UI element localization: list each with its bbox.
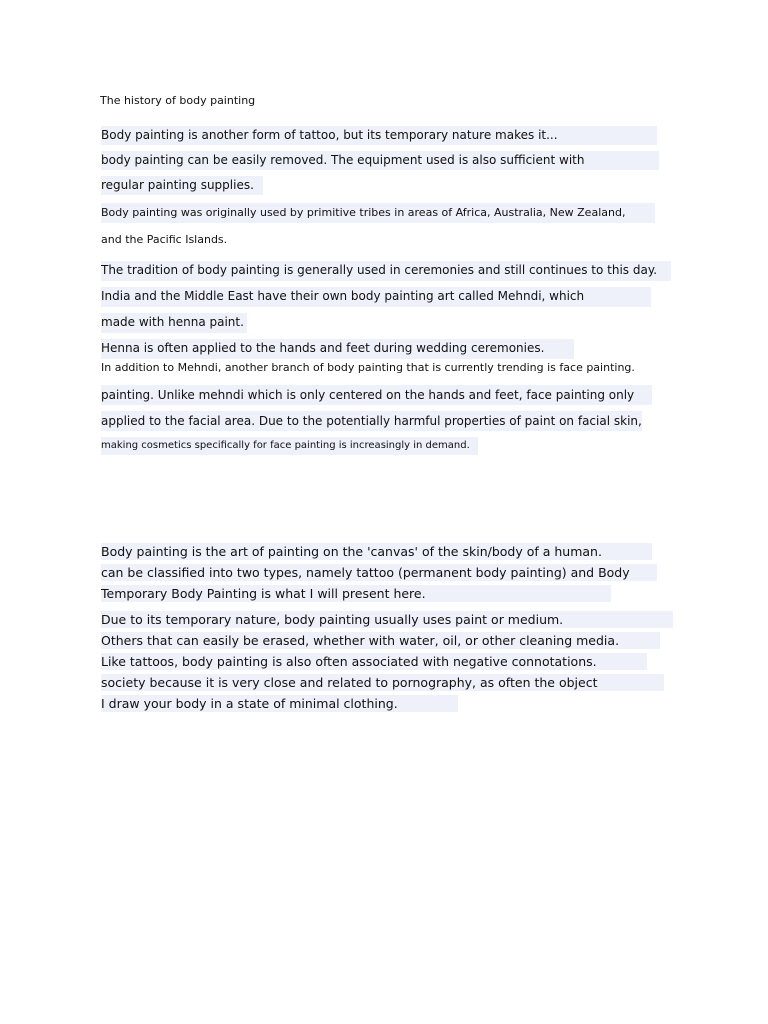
- text-line: The tradition of body painting is generally used in ceremonies and still continues to this day.: [100, 261, 671, 287]
- text-line: Body painting was originally used by primitive tribes in areas of Africa, Australia, New Zealand,: [100, 203, 655, 230]
- text-line: regular painting supplies.: [100, 176, 659, 201]
- paragraph-mehndi-tradition: [100, 261, 671, 365]
- paragraph-temporary-nature: [100, 126, 659, 201]
- paragraph-origins: [100, 203, 655, 257]
- text-line: painting. Unlike mehndi which is only centered on the hands and feet, face painting only: [100, 385, 652, 411]
- text-line: Temporary Body Painting is what I will present here.: [100, 585, 657, 606]
- text-line: making cosmetics specifically for face painting is increasingly in demand.: [100, 437, 652, 462]
- paragraph-definition: [100, 543, 657, 606]
- text-line: body painting can be easily removed. The equipment used is also sufficient with: [100, 151, 659, 176]
- text-line: made with henna paint.: [100, 313, 671, 339]
- text-line: I draw your body in a state of minimal clothing.: [100, 695, 673, 716]
- text-line: and the Pacific Islands.: [101, 233, 228, 246]
- text-line: Like tattoos, body painting is also often associated with negative connotations.: [100, 653, 673, 674]
- paragraph-connotations: [100, 611, 673, 716]
- text-line: Due to its temporary nature, body painting usually uses paint or medium.: [100, 611, 673, 632]
- text-line: Others that can easily be erased, whether with water, oil, or other cleaning media.: [100, 632, 673, 653]
- paragraph-face-painting: [100, 358, 652, 462]
- text-line: Body painting is the art of painting on the 'canvas' of the skin/body of a human.: [100, 543, 657, 564]
- text-line: Body painting is another form of tattoo, but its temporary nature makes it...: [100, 126, 659, 151]
- text-line: can be classified into two types, namely tattoo (permanent body painting) and Body: [100, 564, 657, 585]
- document-title: The history of body painting: [100, 94, 256, 107]
- text-line: Henna is often applied to the hands and feet during wedding ceremonies.: [100, 339, 671, 365]
- text-line: India and the Middle East have their own body painting art called Mehndi, which: [100, 287, 671, 313]
- text-line: In addition to Mehndi, another branch of body painting that is currently trending is face painting.: [101, 361, 635, 374]
- text-line: applied to the facial area. Due to the potentially harmful properties of paint on facial skin,: [100, 411, 652, 437]
- text-line: society because it is very close and related to pornography, as often the object: [100, 674, 673, 695]
